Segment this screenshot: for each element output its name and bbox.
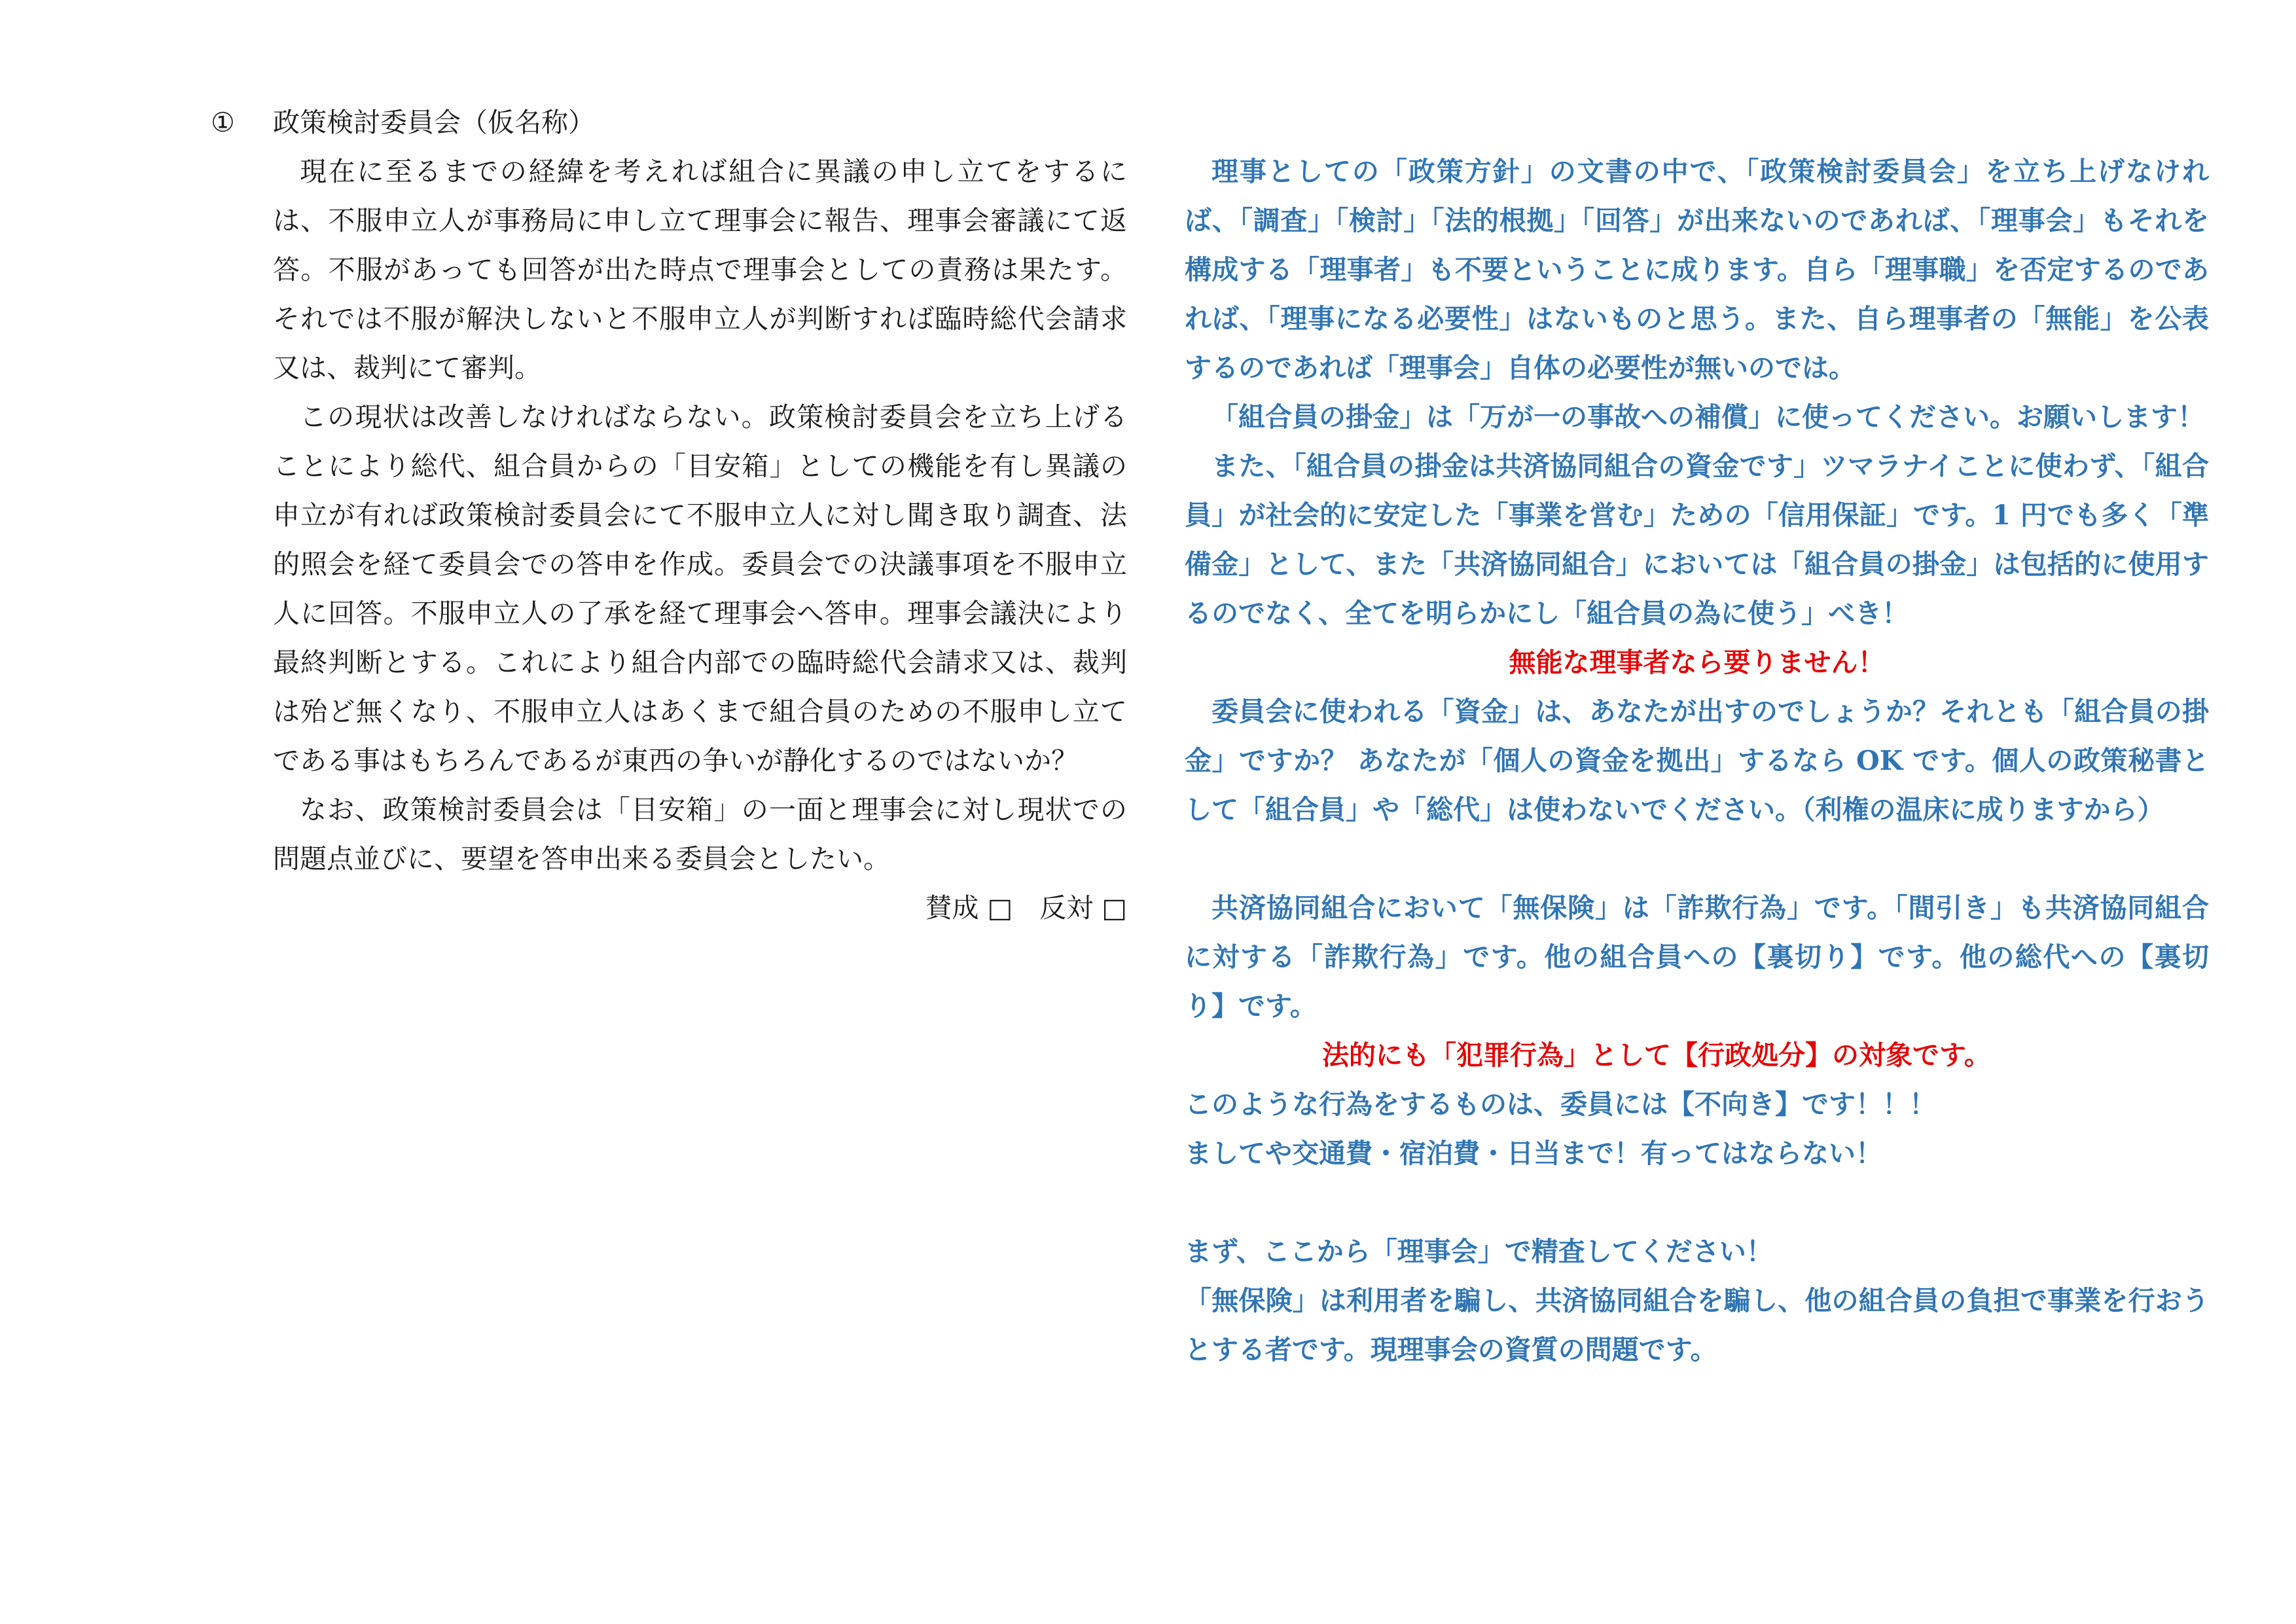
proposal-title: 政策検討委員会（仮名称） [273, 107, 595, 138]
commentary-column [1185, 147, 2209, 1375]
commentary-line-6: このような行為をするものは、委員には【不向き】です！！！ [1185, 1089, 1936, 1120]
commentary-paragraph-2: 「組合員の掛金」は「万が一の事故への補償」に使ってください。お願いします！ [1211, 401, 2204, 433]
proposal-heading [211, 98, 1127, 147]
item-number: ① [211, 107, 235, 138]
warning-line-1: 無能な理事者なら要りません！ [1509, 647, 1885, 678]
commentary-paragraph-9: 「無保険」は利用者を騙し、共済協同組合を騙し、他の組合員の負担で事業を行おうとする者です。現理事会の資質の問題です。 [1185, 1285, 2209, 1365]
proposal-paragraph-3: なお、政策検討委員会は「目安箱」の一面と理事会に対し現状での問題点並びに、要望を答申出来る委員会としたい。 [273, 794, 1127, 875]
proposal-body [273, 147, 1127, 933]
proposal-column [211, 98, 1127, 933]
proposal-paragraph-1: 現在に至るまでの経緯を考えれば組合に異議の申し立てをするには、不服申立人が事務局に申し立て理事会に報告、理事会審議にて返答。不服があっても回答が出た時点で理事会としての責務は果たす。それでは不服が解決しないと不服申立人が判断すれば臨時総代会請求又は、裁判にて審判。 [273, 156, 1127, 384]
commentary-paragraph-4: 委員会に使われる「資金」は、あなたが出すのでしょうか？それとも「組合員の掛金」ですか？ あなたが「個人の資金を拠出」するなら OK です。個人の政策秘書として「組合員」や「総代」は使わないでください。（利権の温床に成りますから） [1185, 696, 2209, 825]
spacer [1185, 835, 2209, 884]
spacer [1185, 1178, 2209, 1227]
commentary-paragraph-3: また、「組合員の掛金は共済協同組合の資金です」ツマラナイことに使わず、「組合員」が社会的に安定した「事業を営む」ための「信用保証」です。1 円でも多く「準備金」として、また「共済協同組合」においては「組合員の掛金」は包括的に使用するのでなく、全てを明らかにし「組合員の為に使う」べき！ [1185, 450, 2209, 629]
commentary-line-8: まず、ここから「理事会」で精査してください！ [1185, 1236, 1773, 1267]
warning-line-2: 法的にも「犯罪行為」として【行政処分】の対象です。 [1322, 1039, 1991, 1071]
commentary-paragraph-1: 理事としての「政策方針」の文書の中で、「政策検討委員会」を立ち上げなければ、「調査」「検討」「法的根拠」「回答」が出来ないのであれば、「理事会」もそれを構成する「理事者」も不要ということに成ります。自ら「理事職」を否定するのであれば、「理事になる必要性」はないものと思う。また、自ら理事者の「無能」を公表するのであれば「理事会」自体の必要性が無いのでは。 [1185, 156, 2209, 384]
commentary-line-7: ましてや交通費・宿泊費・日当まで！有ってはならない！ [1185, 1138, 1882, 1169]
commentary-paragraph-5: 共済協同組合において「無保険」は「詐欺行為」です。「間引き」も共済協同組合に対する「詐欺行為」です。他の組合員への【裏切り】です。他の総代への【裏切り】です。 [1185, 892, 2209, 1022]
proposal-paragraph-2: この現状は改善しなければならない。政策検討委員会を立ち上げることにより総代、組合員からの「目安箱」としての機能を有し異議の申立が有れば政策検討委員会にて不服申立人に対し聞き取り調査、法的照会を経て委員会での答申を作成。委員会での決議事項を不服申立人に回答。不服申立人の了承を経て理事会へ答申。理事会議決により最終判断とする。これにより組合内部での臨時総代会請求又は、裁判は殆ど無くなり、不服申立人はあくまで組合員のための不服申し立てである事はもちろんであるが東西の争いが静化するのではないか？ [273, 401, 1127, 776]
vote-checkboxes: 賛成 □ 反対 □ [925, 892, 1127, 924]
